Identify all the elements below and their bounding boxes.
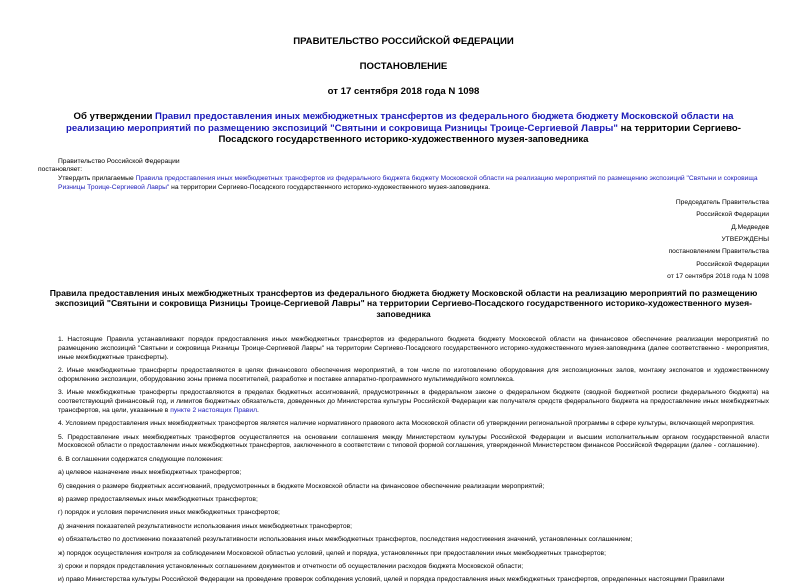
- signature-line: Российской Федерации: [696, 211, 769, 219]
- approve-prefix: Утвердить прилагаемые: [58, 175, 136, 183]
- date-number-heading: от 17 сентября 2018 года N 1098: [327, 86, 480, 97]
- title-prefix: Об утверждении: [73, 111, 156, 122]
- rules-body: [38, 336, 769, 585]
- signature-line: Д.Медведев: [731, 223, 769, 231]
- signature-line: от 17 сентября 2018 года N 1098: [667, 273, 769, 281]
- subitem-d: д) значения показателей результативности использования иных межбюджетных трансфертов;: [58, 522, 352, 530]
- subitem-a: а) целевое назначение иных межбюджетных трансфертов;: [58, 469, 242, 477]
- subitem-z: з) сроки и порядок представления установленных соглашением документов и отчетности об осуществлении расходов бюджета Московской области;: [58, 562, 524, 570]
- title-rules-link[interactable]: Правил предоставления иных межбюджетных трансфертов из федерального бюджета бюджету Московской области на реализацию мероприятий по размещению экспозиций "Святыни и сокровища Ризницы Троице-Сергиевой Лавры": [66, 111, 734, 134]
- preamble-decrees: постановляет:: [38, 166, 83, 174]
- signature-block: [38, 197, 769, 284]
- preamble-government: Правительство Российской Федерации: [58, 157, 180, 165]
- signature-line: постановлением Правительства: [668, 248, 769, 256]
- subitem-i: и) право Министерства культуры Российской Федерации на проведение проверок соблюдения условий, целей и порядка предоставления иных межбюджетных трансфертов, определенных настоящими Правилами: [58, 576, 725, 584]
- approve-suffix: на территории Сергиево-Посадского государственного историко-художественного музея-заповедника.: [169, 183, 491, 191]
- paragraph-2: 2. Иные межбюджетные трансферты предоставляются в целях финансового обеспечения мероприятий, в том числе по изготовлению оборудования для экспозиционных залов, монтажу экспонатов и художественному оформлению экспозиции, оборудованию зоны приема посетителей, разработке и поставке аппаратно-программного мультимедийного комплекса.: [58, 367, 769, 383]
- subitem-b: б) сведения о размере бюджетных ассигнований, предусмотренных в бюджете Московской области на финансовое обеспечение реализации мероприятий;: [58, 482, 545, 490]
- subitem-g: г) порядок и условия перечисления иных межбюджетных трансфертов;: [58, 509, 280, 517]
- signature-line: УТВЕРЖДЕНЫ: [721, 235, 769, 243]
- paragraph-1: 1. Настоящие Правила устанавливают порядок предоставления иных межбюджетных трансфертов из федерального бюджета бюджету Московской области на финансовое обеспечение реализации мероприятий по размещению экспозиций "Святыни и сокровища Ризницы Троице-Сергиевой Лавры" на территории Сергиево-Посадского государственного историко-художественного музея-заповедника (далее соответственно - мероприятия, иные межбюджетные трансферты).: [58, 336, 769, 361]
- document-title: [38, 111, 769, 146]
- org-heading: ПРАВИТЕЛЬСТВО РОССИЙСКОЙ ФЕДЕРАЦИИ: [293, 36, 514, 47]
- approve-rules-link[interactable]: Правила предоставления иных межбюджетных трансфертов из федерального бюджета бюджету Московской области на реализацию мероприятий по размещению экспозиций "Святыни и сокровища Ризницы Троице-Сергиевой Лавры": [58, 175, 758, 191]
- paragraph-3: [38, 389, 769, 415]
- preamble-approve: [38, 175, 769, 193]
- clause-2-link[interactable]: пункте 2 настоящих Правил: [170, 406, 257, 414]
- signature-line: Российской Федерации: [696, 260, 769, 268]
- paragraph-4: 4. Условием предоставления иных межбюджетных трансфертов является наличие нормативного правового акта Московской области об утверждении региональной программы в сфере культуры, включающей мероприятия.: [58, 420, 755, 428]
- paragraph-3-text: 3. Иные межбюджетные трансферты предоставляются в пределах бюджетных ассигнований, предусмотренных в федеральном законе о федеральном бюджете (сводной бюджетной росписи федерального бюджета) на соответствующий финансовый год, и лимитов бюджетных обязательств, доведенных до Министерства культуры Российской Федерации как получателя средств федерального бюджета на предоставление иных межбюджетных трансфертов, на цели, указанные в: [58, 389, 769, 414]
- paragraph-3-end: .: [256, 406, 259, 414]
- paragraph-6: 6. В соглашении содержатся следующие положения:: [58, 455, 223, 463]
- doc-type-heading: ПОСТАНОВЛЕНИЕ: [359, 61, 448, 72]
- subitem-zh: ж) порядок осуществления контроля за соблюдением Московской областью условий, целей и порядка, установленных при предоставлении иных межбюджетных трансфертов;: [58, 549, 606, 557]
- paragraph-5: 5. Предоставление иных межбюджетных трансфертов осуществляется на основании соглашения между Министерством культуры Российской Федерации и высшим исполнительным органом государственной власти Московской области о предоставлении иных межбюджетных трансфертов, заключенного в соответствии с типовой формой соглашения, утвержденной Министерством финансов Российской Федерации (далее - соглашение).: [58, 433, 769, 450]
- subitem-v: в) размер предоставляемых иных межбюджетных трансфертов;: [58, 495, 258, 503]
- subitem-e: е) обязательство по достижению показателей результативности использования иных межбюджетных трансфертов, последствия недостижения значений, установленных соглашением;: [58, 536, 633, 544]
- title-suffix: на территории Сергиево-Посадского государственного историко-художественного музея-заповедника: [218, 122, 741, 145]
- preamble: [38, 158, 769, 193]
- rules-title: Правила предоставления иных межбюджетных трансфертов из федерального бюджета бюджету Московской области на реализацию мероприятий по размещению экспозиций "Святыни и сокровища Ризницы Троице-Сергиевой Лавры" на территории Сергиево-Посадского государственного историко-художественного музея-заповедника: [49, 287, 758, 319]
- signature-line: Председатель Правительства: [675, 198, 769, 206]
